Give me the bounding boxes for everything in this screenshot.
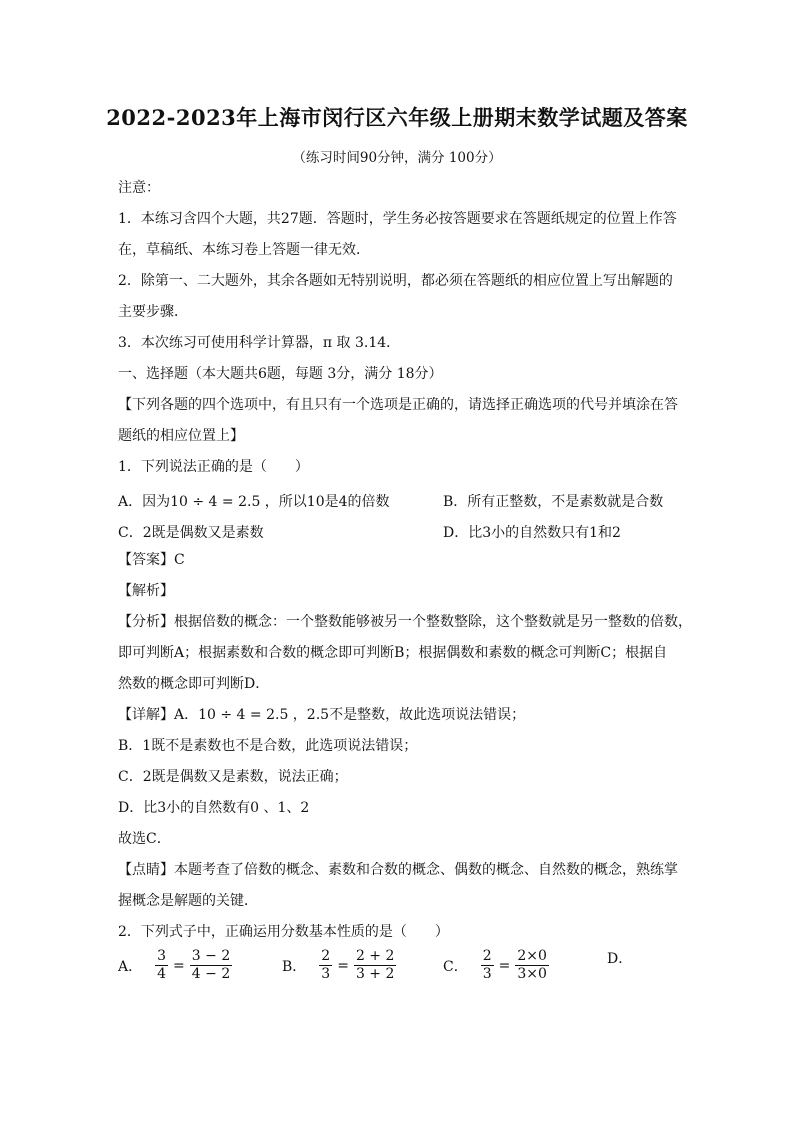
q2-option-a-label: A． (118, 958, 143, 975)
analysis-line-3: 然数的概念即可判断D． (118, 676, 270, 692)
q2-option-a: A． $\frac{3}{4}$ = $\frac{3 - 2}{4 - 2}$ (118, 948, 231, 982)
notice-1-line-2: 在，草稿纸、本练习卷上答题一律无效． (118, 242, 370, 258)
q2-option-c: C． $\frac{2}{3}$ = $\frac{2\times 0}{3\times 0}$ (443, 948, 547, 982)
fraction: $\frac{2}{3}$ (482, 948, 492, 982)
conclusion-line: 故选C． (118, 831, 171, 847)
question-1: 1．下列说法正确的是（ ） (118, 459, 309, 475)
q2-option-d (607, 948, 642, 968)
instruction-line-2: 题纸的相应位置上】 (118, 428, 244, 444)
fraction: $\frac{3}{4}$ (157, 948, 167, 982)
q2-option-d-label: D． (607, 951, 633, 967)
q1-option-a: A．因为10 ÷ 4 = 2.5 ，所以10是4的倍数 (118, 494, 390, 510)
page-title: 2022-2023年上海市闵行区六年级上册期末数学试题及答案 (106, 105, 688, 130)
analysis-heading: 【解析】 (118, 583, 174, 599)
fraction: $\frac{2 + 2}{3 + 2}$ (355, 948, 395, 982)
instruction-line-1: 【下列各题的四个选项中，有且只有一个选项是正确的，请选择正确选项的代号并填涂在答 (118, 397, 678, 413)
page-subtitle: （练习时间90分钟，满分 100分） (292, 150, 502, 166)
q2-option-c-label: C． (443, 958, 468, 975)
detail-line-2: B．1既不是素数也不是合数，此选项说法错误； (118, 738, 418, 754)
analysis-line-2: 即可判断A；根据素数和合数的概念即可判断B；根据偶数和素数的概念可判断C；根据自 (118, 645, 668, 661)
question-2: 2．下列式子中，正确运用分数基本性质的是（ ） (118, 924, 449, 940)
comment-line-2: 握概念是解题的关键． (118, 893, 258, 909)
notice-1-line-1: 1．本练习含四个大题，共27题．答题时，学生务必按答题要求在答题纸规定的位置上作答 (118, 211, 677, 227)
notice-2-line-2: 主要步骤． (118, 304, 188, 320)
detail-line-4: D．比3小的自然数有0 、1、2 (118, 800, 310, 816)
notice-heading: 注意： (118, 180, 160, 196)
comment-line-1: 【点睛】本题考查了倍数的概念、素数和合数的概念、偶数的概念、自然数的概念，熟练掌 (118, 862, 678, 878)
q1-option-b: B．所有正整数，不是素数就是合数 (443, 494, 664, 510)
fraction: $\frac{2\times 0}{3\times 0}$ (517, 948, 547, 982)
notice-3: 3．本次练习可使用科学计算器，π 取 3.14． (118, 335, 401, 351)
section-1-heading: 一、选择题（本大题共6题，每题 3分，满分 18分） (118, 366, 443, 382)
fraction: $\frac{3 - 2}{4 - 2}$ (191, 948, 231, 982)
q2-option-b: B． $\frac{2}{3}$ = $\frac{2 + 2}{3 + 2}$ (282, 948, 395, 982)
notice-2-line-1: 2．除第一、二大题外，其余各题如无特别说明，都必须在答题纸的相应位置上写出解题的 (118, 273, 673, 289)
answer-line: 【答案】C (118, 552, 185, 568)
detail-line-3: C．2既是偶数又是素数，说法正确； (118, 769, 348, 785)
q1-option-d: D．比3小的自然数只有1和2 (443, 525, 621, 541)
fraction: $\frac{2}{3}$ (321, 948, 331, 982)
q2-option-b-label: B． (282, 958, 307, 975)
q1-option-c: C．2既是偶数又是素数 (118, 525, 264, 541)
analysis-line-1: 【分析】根据倍数的概念：一个整数能够被另一个整数整除，这个整数就是另一整数的倍数， (118, 614, 692, 630)
detail-line-1: 【详解】A．10 ÷ 4 = 2.5 ，2.5不是整数，故此选项说法错误； (118, 707, 526, 723)
